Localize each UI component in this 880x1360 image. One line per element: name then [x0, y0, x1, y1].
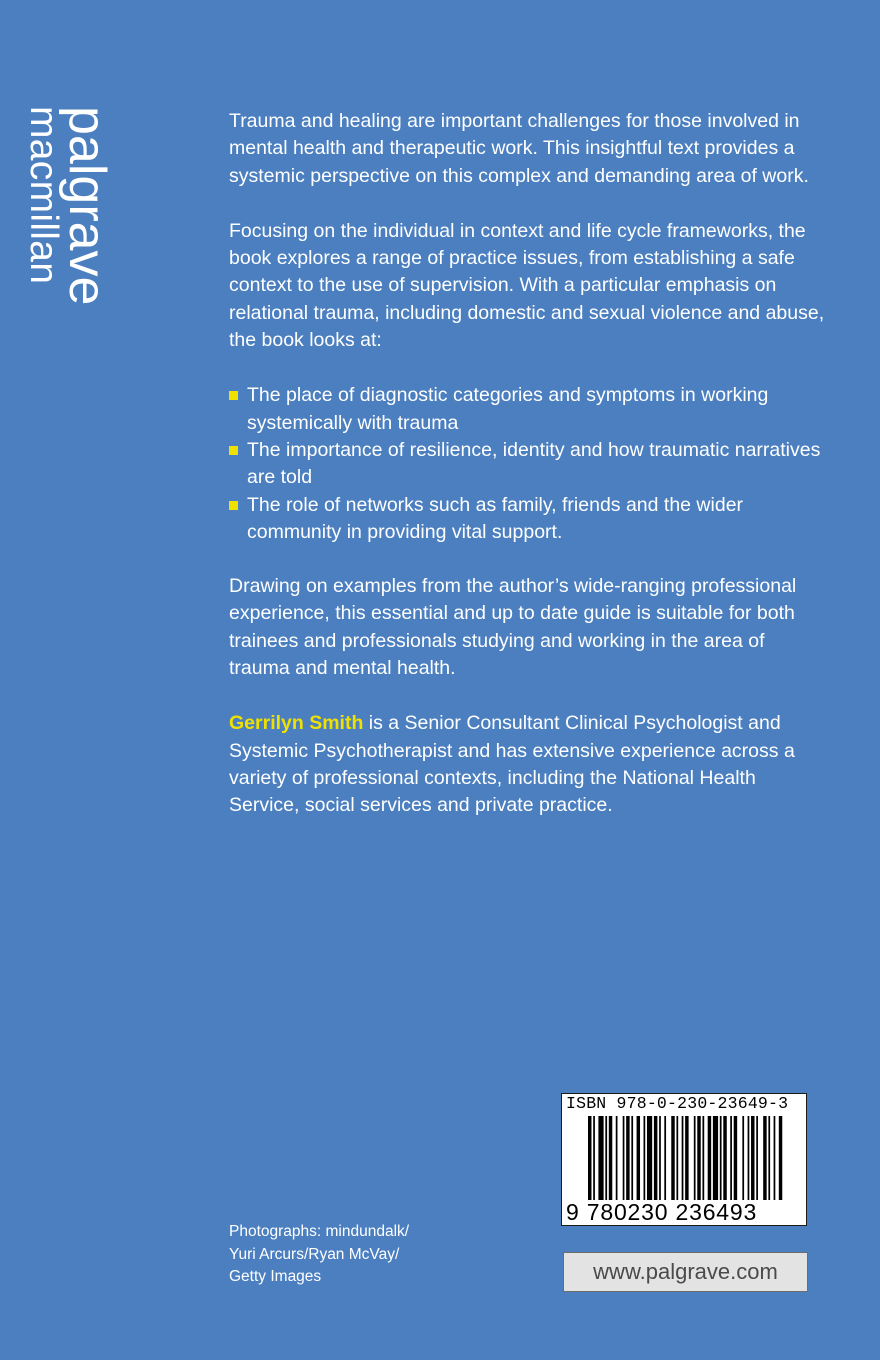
blurb	[229, 108, 829, 848]
photo-credits	[229, 1221, 409, 1289]
author-bio	[229, 710, 829, 819]
closing-paragraph: Drawing on examples from the author’s wide-ranging professional experience, this essential and up to date guide is suitable for both trainees and professionals studying and working in the area of trauma and mental health.	[229, 575, 797, 680]
list-item	[229, 437, 829, 492]
isbn-barcode	[561, 1093, 807, 1226]
bullet-square-icon	[229, 501, 238, 510]
bullet-square-icon	[229, 391, 238, 400]
barcode-bars-icon	[588, 1116, 784, 1200]
publisher-website-link[interactable]: www.palgrave.com	[563, 1252, 808, 1292]
credits-line: Photographs: mindundalk/	[229, 1223, 410, 1240]
publisher-logo	[20, 106, 116, 321]
logo-palgrave: palgrave	[58, 106, 116, 306]
list-item-text: The role of networks such as family, friends and the wider community in providing vital support.	[247, 493, 744, 543]
author-bio-text: is a Senior Consultant Clinical Psychologist and Systemic Psychotherapist and has extensive experience across a variety of professional contexts, including the National Health Service, social services and private practice.	[229, 712, 795, 817]
logo-macmillan: macmillan	[22, 106, 65, 285]
list-item-text: The place of diagnostic categories and symptoms in working systemically with trauma	[247, 384, 769, 434]
credits-line: Getty Images	[229, 1268, 322, 1285]
bullet-square-icon	[229, 446, 238, 455]
focus-paragraph: Focusing on the individual in context and life cycle frameworks, the book explores a range of practice issues, from establishing a safe context to the use of supervision. With a particular emphasis on relational trauma, including domestic and sexual violence and abuse, the book looks at:	[229, 219, 825, 352]
credits-line: Yuri Arcurs/Ryan McVay/	[229, 1245, 400, 1263]
author-name: Gerrilyn Smith	[229, 712, 364, 735]
topics-list	[229, 382, 829, 546]
list-item	[229, 382, 829, 437]
isbn-digits: 9 780230 236493	[566, 1199, 758, 1225]
isbn-label: ISBN 978-0-230-23649-3	[566, 1094, 789, 1113]
intro-paragraph: Trauma and healing are important challenges for those involved in mental health and therapeutic work. This insightful text provides a systemic perspective on this complex and demanding area of work.	[229, 110, 809, 187]
list-item-text: The importance of resilience, identity and how traumatic narratives are told	[247, 438, 821, 489]
list-item	[229, 492, 829, 547]
